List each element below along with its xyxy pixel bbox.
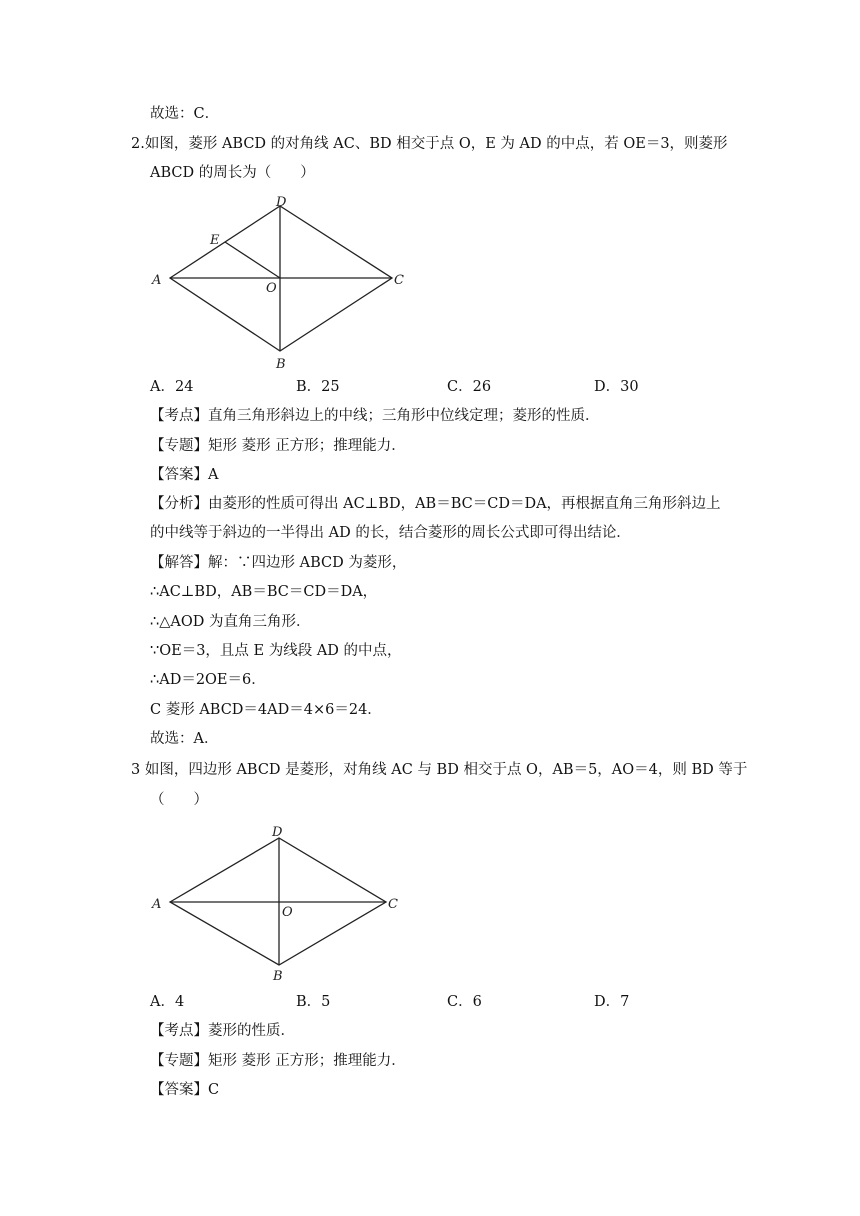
fig1-label-C: C: [394, 273, 404, 288]
fig2-label-O: O: [282, 905, 293, 920]
q2-option-d: D．30: [594, 379, 639, 395]
fig2-label-C: C: [388, 897, 398, 912]
q3-option-a: A．4: [150, 994, 185, 1010]
q2-jieda-line4: ∵OE＝3，且点 E 为线段 AD 的中点，: [150, 643, 402, 659]
fig1-label-D: D: [276, 195, 287, 210]
q2-fenxi-line2: 的中线等于斜边的一半得出 AD 的长，结合菱形的周长公式即可得出结论．: [150, 525, 631, 541]
q2-kaodian: 【考点】直角三角形斜边上的中线；三角形中位线定理；菱形的性质．: [150, 408, 600, 424]
q2-guxuan: 故选：A．: [150, 731, 219, 747]
q2-stem-line2: ABCD 的周长为（ ）: [150, 165, 315, 181]
fig2-label-B: B: [273, 969, 283, 983]
q2-jieda-line6: C 菱形 ABCD＝4AD＝4×6＝24．: [150, 702, 382, 718]
q3-option-c: C．6: [447, 994, 482, 1010]
fig2-label-A: A: [152, 897, 162, 912]
fig1-label-E: E: [210, 233, 220, 248]
q3-kaodian: 【考点】菱形的性质．: [150, 1023, 295, 1039]
q3-zhuanti: 【专题】矩形 菱形 正方形；推理能力．: [150, 1053, 406, 1069]
q3-stem-line1: 3 如图，四边形 ABCD 是菱形，对角线 AC 与 BD 相交于点 O，AB＝5，AO＝4，则 BD 等于: [131, 762, 748, 778]
q2-zhuanti: 【专题】矩形 菱形 正方形；推理能力．: [150, 438, 406, 454]
q3-daan: 【答案】C: [150, 1082, 220, 1098]
q2-option-b: B．25: [296, 379, 340, 395]
q2-jieda-line5: ∴AD＝2OE＝6．: [150, 672, 266, 688]
q2-option-a: A．24: [150, 379, 194, 395]
fig1-label-A: A: [152, 273, 162, 288]
prev-answer-conclusion: 故选：C．: [150, 106, 220, 122]
fig1-label-O: O: [266, 281, 277, 296]
fig1-label-B: B: [276, 357, 286, 368]
q2-jieda-line1: 【解答】解：∵四边形 ABCD 为菱形，: [150, 555, 407, 571]
q2-daan: 【答案】A: [150, 467, 219, 483]
q3-rhombus-figure: [148, 818, 418, 983]
q2-fenxi-line1: 【分析】由菱形的性质可得出 AC⊥BD，AB＝BC＝CD＝DA，再根据直角三角形斜边上: [150, 496, 721, 512]
q3-option-b: B．5: [296, 994, 331, 1010]
q2-rhombus-figure: [148, 188, 418, 368]
q2-jieda-line3: ∴△AOD 为直角三角形．: [150, 614, 311, 630]
q3-option-d: D．7: [594, 994, 630, 1010]
q2-stem-line1: 2.如图，菱形 ABCD 的对角线 AC、BD 相交于点 O，E 为 AD 的中点，若 OE＝3，则菱形: [131, 136, 728, 152]
q3-stem-line2: （ ）: [150, 792, 208, 808]
q2-option-c: C．26: [447, 379, 492, 395]
fig2-label-D: D: [272, 825, 283, 840]
q2-jieda-line2: ∴AC⊥BD，AB＝BC＝CD＝DA，: [150, 584, 378, 600]
